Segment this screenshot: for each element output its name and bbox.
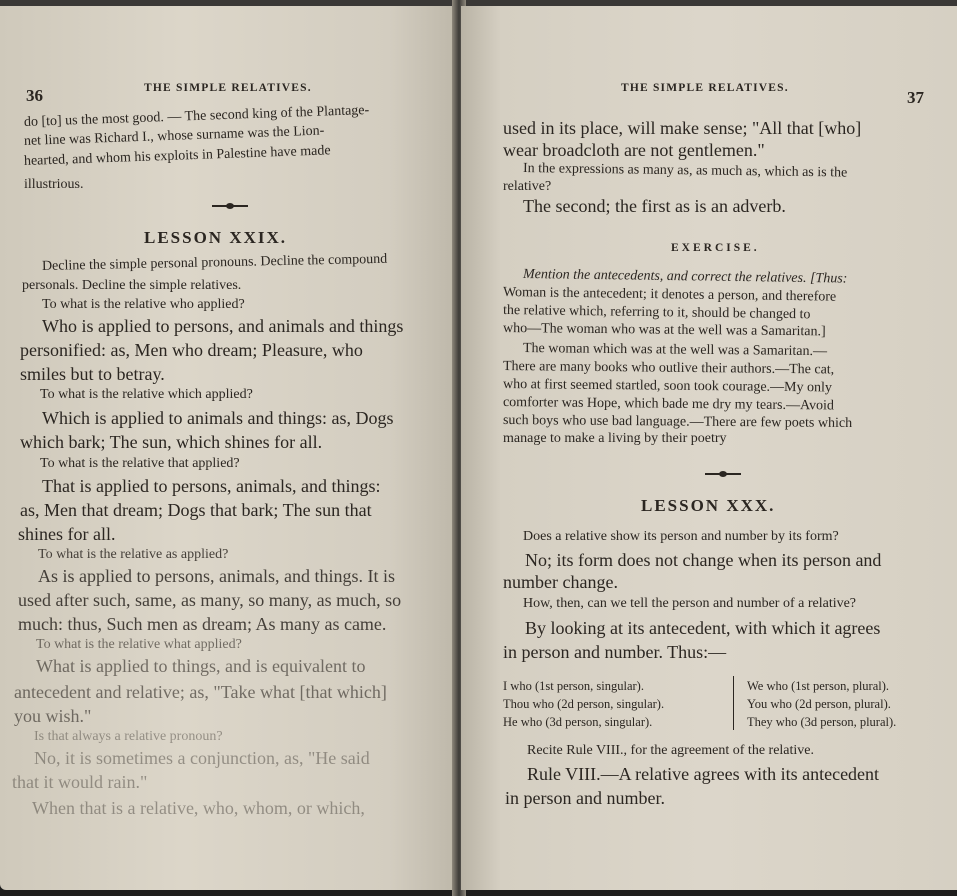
table-cell: Thou who (2d person, singular). — [503, 697, 665, 711]
text-line: Who is applied to persons, and animals and things — [42, 316, 404, 336]
text-line: personified: as, Men who dream; Pleasure, who — [20, 340, 363, 360]
question-line: How, then, can we tell the person and number of a relative? — [523, 596, 857, 611]
text-line: used in its place, will make sense; "All that [who] — [503, 118, 862, 138]
lesson-title: LESSON XXIX. — [144, 228, 288, 247]
text-line: smiles but to betray. — [20, 364, 165, 384]
intro-line: personals. Decline the simple relatives. — [22, 278, 242, 293]
question-line: relative? — [503, 179, 552, 194]
exercise-line: Woman is the antecedent; it denotes a person, and therefore — [502, 285, 837, 305]
lesson-title: LESSON XXX. — [641, 496, 776, 515]
table-cell: They who (3d person, plural). — [747, 715, 897, 729]
section-divider — [705, 473, 741, 475]
text-line: hearted, and whom his exploits in Palestine have made — [23, 143, 331, 169]
text-line: you wish." — [14, 706, 92, 726]
text-line: much: thus, Such men as dream; As many as came. — [18, 614, 387, 634]
exercise-line: manage to make a living by their poetry — [503, 431, 727, 446]
text-line: which bark; The sun, which shines for all. — [20, 432, 323, 452]
exercise-line: The woman which was at the well was a Samaritan.— — [522, 341, 828, 360]
right-page — [461, 6, 957, 890]
text-line: By looking at its antecedent, with which it agrees — [525, 618, 881, 638]
table-cell: He who (3d person, singular). — [503, 715, 653, 729]
intro-line: Decline the simple personal pronouns. Decline the compound — [41, 251, 388, 274]
question-line: To what is the relative who applied? — [42, 297, 245, 312]
question-line: To what is the relative as applied? — [38, 547, 229, 562]
left-page — [0, 6, 458, 890]
running-header: THE SIMPLE RELATIVES. — [144, 82, 312, 94]
exercise-line: such boys who use bad language.—There are few poets which — [502, 413, 853, 432]
text-line: illustrious. — [24, 177, 84, 192]
text-line: shines for all. — [18, 524, 116, 544]
rule-line: Rule VIII.—A relative agrees with its antecedent — [527, 764, 880, 784]
table-divider — [733, 676, 734, 730]
question-line: Does a relative show its person and number by its form? — [523, 529, 839, 544]
text-line: do [to] us the most good. — The second king of the Plantage- — [23, 102, 370, 130]
text-line: in person and number. — [505, 788, 665, 808]
text-line: as, Men that dream; Dogs that bark; The sun that — [20, 500, 372, 520]
text-line: Recite Rule VIII., for the agreement of the relative. — [527, 743, 815, 758]
exercise-line: who—The woman who was at the well was a Samaritan.] — [502, 321, 826, 340]
page-number: 36 — [26, 86, 43, 105]
page-number: 37 — [907, 88, 924, 107]
question-line: To what is the relative what applied? — [36, 637, 242, 652]
exercise-line: the relative which, referring to it, should be changed to — [502, 303, 811, 323]
exercise-title: EXERCISE. — [671, 242, 760, 254]
text-line: Which is applied to animals and things: as, Dogs — [42, 408, 394, 428]
section-divider — [212, 205, 248, 207]
table-cell: You who (2d person, plural). — [747, 697, 891, 711]
exercise-line: who at first seemed startled, soon took courage.—My only — [502, 377, 833, 396]
question-line: To what is the relative which applied? — [40, 387, 253, 402]
text-line: net line was Richard I., whose surname was the Lion- — [23, 123, 325, 149]
text-line: No; its form does not change when its person and — [525, 550, 882, 570]
question-line: Is that always a relative pronoun? — [34, 729, 223, 744]
running-header: THE SIMPLE RELATIVES. — [621, 82, 789, 94]
table-cell: I who (1st person, singular). — [503, 679, 644, 693]
text-line: antecedent and relative; as, "Take what [that which] — [14, 682, 387, 702]
question-line: To what is the relative that applied? — [40, 456, 240, 471]
text-line: When that is a relative, who, whom, or which, — [32, 798, 365, 818]
text-line: used after such, same, as many, so many, as much, so — [18, 590, 402, 610]
text-line: That is applied to persons, animals, and things: — [42, 476, 381, 496]
table-cell: We who (1st person, plural). — [747, 679, 890, 693]
question-line: In the expressions as many as, as much as, which as is the — [522, 161, 848, 181]
text-line: that it would rain." — [12, 772, 148, 792]
text-line: What is applied to things, and is equivalent to — [36, 656, 366, 676]
text-line: No, it is sometimes a conjunction, as, "He said — [34, 748, 370, 768]
text-line: in person and number. Thus:— — [503, 642, 727, 662]
text-line: number change. — [503, 572, 618, 592]
exercise-line: Mention the antecedents, and correct the relatives. [Thus: — [522, 267, 848, 287]
exercise-line: There are many books who outlive their authors.—The cat, — [502, 359, 835, 378]
exercise-line: comforter was Hope, which bade me dry my tears.—Avoid — [502, 395, 835, 414]
text-line: wear broadcloth are not gentlemen." — [503, 140, 765, 160]
text-line: As is applied to persons, animals, and things. It is — [38, 566, 395, 586]
text-line: The second; the first as is an adverb. — [523, 196, 786, 216]
